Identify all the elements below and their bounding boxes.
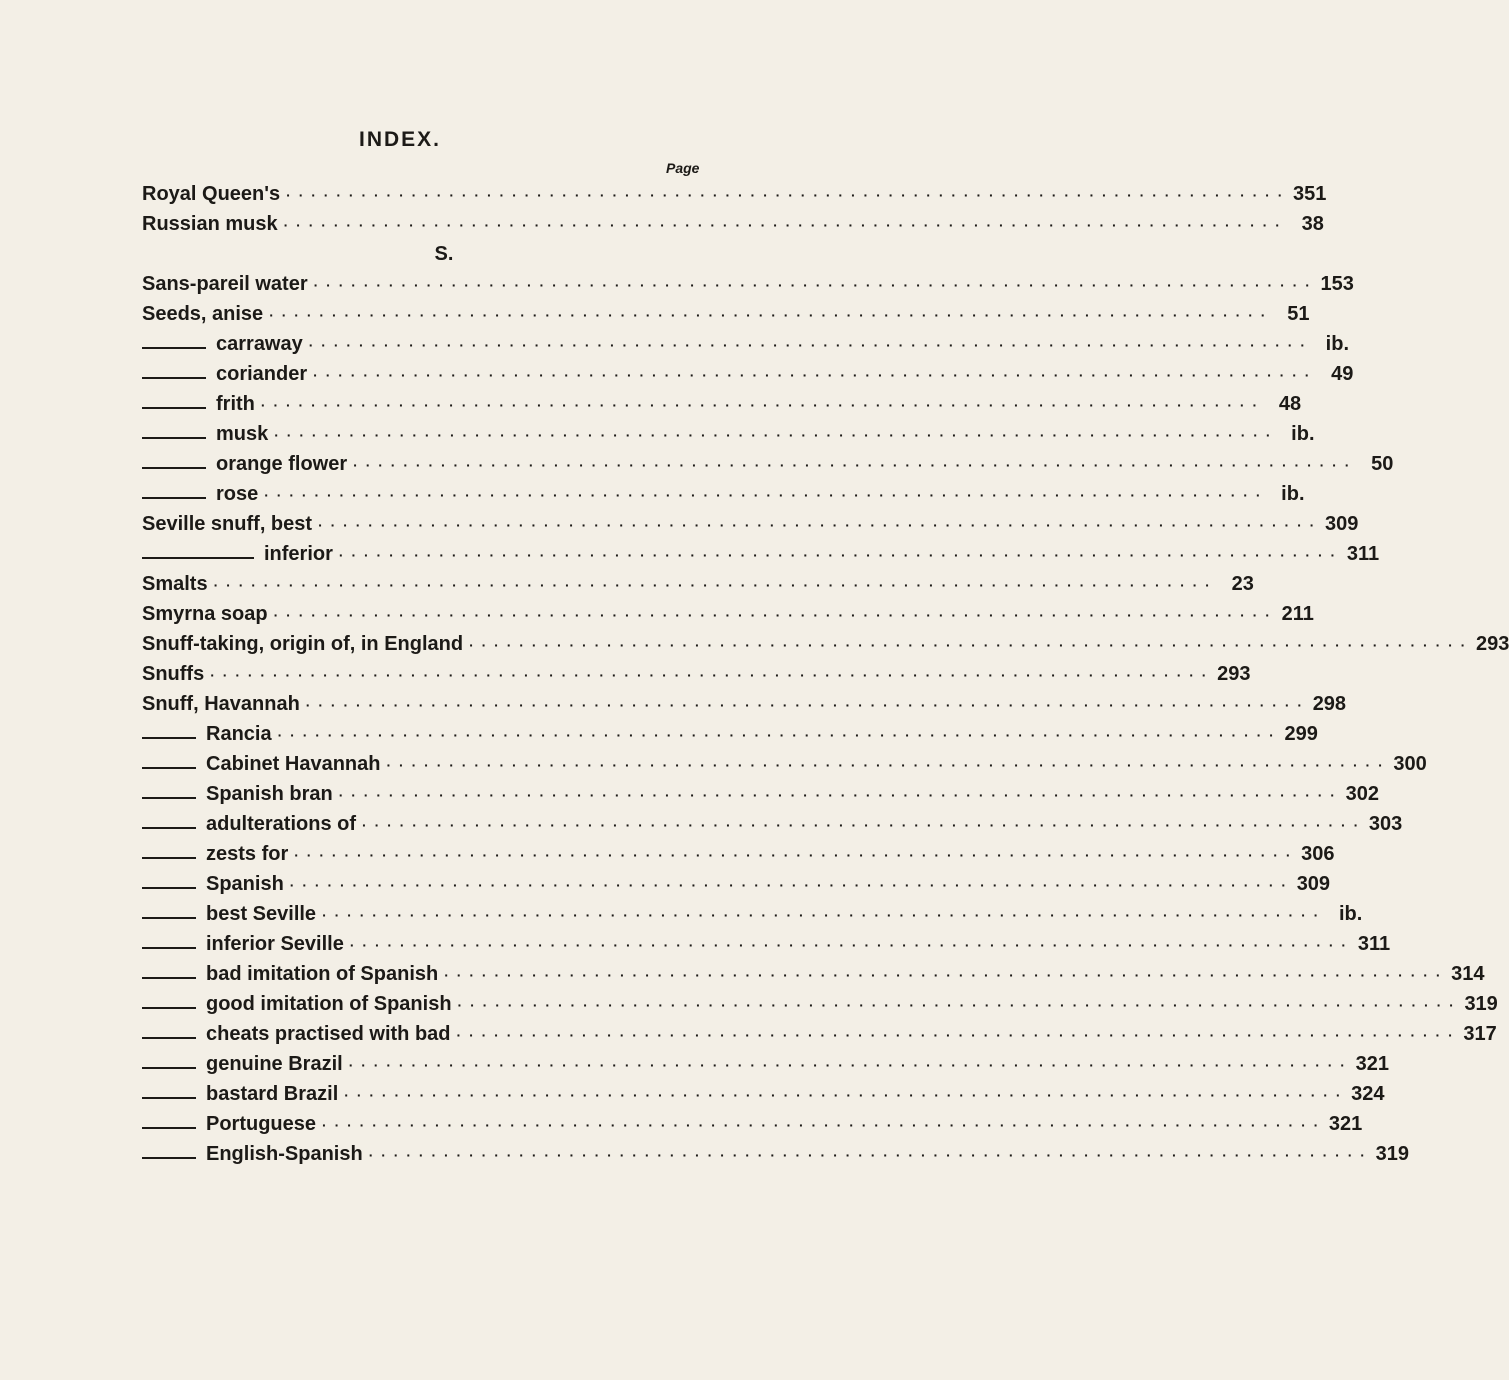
index-entry-label: bad imitation of Spanish [206, 963, 439, 985]
dot-leader: · · · · · · · · · · · · · · · · · · · · · · · · · · · · · · · · · · · · · · · · · · · · · · · · · · · · · · · · · · · · · · · · · · · · · · · · · · · · · · · · [318, 517, 1317, 533]
index-entry-page: 300 [1393, 753, 1427, 775]
index-entry-label: Seville snuff, best [142, 513, 313, 535]
index-entry-label: zests for [206, 843, 289, 865]
index-entry [142, 596, 1314, 626]
index-entry [142, 866, 1331, 896]
ditto-dash [142, 857, 196, 859]
index-entry [142, 956, 1485, 986]
dot-leader: · · · · · · · · · · · · · · · · · · · · · · · · · · · · · · · · · · · · · · · · · · · · · · · · · · · · · · · · · · · · · · · · · · · · · · · · · · · · · · · · [348, 1057, 1347, 1073]
ditto-dash [142, 887, 196, 889]
index-entry-page: 298 [1312, 693, 1347, 715]
dot-leader: · · · · · · · · · · · · · · · · · · · · · · · · · · · · · · · · · · · · · · · · · · · · · · · · · · · · · · · · · · · · · · · · · · · · · · · · · · · · · · · · [283, 217, 1282, 233]
dot-leader: · · · · · · · · · · · · · · · · · · · · · · · · · · · · · · · · · · · · · · · · · · · · · · · · · · · · · · · · · · · · · · · · · · · · · · · · · · · · · · · · [264, 487, 1263, 503]
index-entry-label: genuine Brazil [206, 1053, 343, 1075]
index-entry [142, 536, 1380, 566]
dot-leader: · · · · · · · · · · · · · · · · · · · · · · · · · · · · · · · · · · · · · · · · · · · · · · · · · · · · · · · · · · · · · · · · · · · · · · · · · · · · · · · · [308, 337, 1308, 353]
index-entry-label: musk [216, 423, 269, 445]
index-entry [142, 1136, 1409, 1166]
index-entry-label: orange flower [216, 453, 348, 475]
dot-leader: · · · · · · · · · · · · · · · · · · · · · · · · · · · · · · · · · · · · · · · · · · · · · · · · · · · · · · · · · · · · · · · · · · · · · · · · · · · · · · · · [338, 787, 1337, 803]
page-heading: INDEX. [358, 128, 441, 151]
index-entry-page: 309 [1324, 513, 1359, 535]
dot-leader: · · · · · · · · · · · · · · · · · · · · · · · · · · · · · · · · · · · · · · · · · · · · · · · · · · · · · · · · · · · · · · · · · · · · · · · · · · · · · · · · [273, 607, 1272, 623]
index-list [142, 176, 1509, 1166]
index-entry [142, 836, 1335, 866]
index-entry-page: 51 [1287, 303, 1310, 325]
index-entry [142, 446, 1394, 476]
index-entry [142, 656, 1251, 686]
index-entry-page: 321 [1328, 1113, 1363, 1135]
index-entry-label: Smalts [142, 573, 208, 595]
index-entry-label: inferior Seville [206, 933, 344, 955]
index-entry [142, 776, 1379, 806]
dot-leader: · · · · · · · · · · · · · · · · · · · · · · · · · · · · · · · · · · · · · · · · · · · · · · · · · · · · · · · · · · · · · · · · · · · · · · · · · · · · · · · · [305, 697, 1305, 713]
dot-leader: · · · · · · · · · · · · · · · · · · · · · · · · · · · · · · · · · · · · · · · · · · · · · · · · · · · · · · · · · · · · · · · · · · · · · · · · · · · · · · · · [353, 457, 1352, 473]
ditto-dash [142, 437, 206, 439]
index-entry-label: Spanish [206, 873, 284, 895]
ditto-dash [142, 737, 196, 739]
index-entry-label: Snuffs [142, 663, 205, 685]
dot-leader: · · · · · · · · · · · · · · · · · · · · · · · · · · · · · · · · · · · · · · · · · · · · · · · · · · · · · · · · · · · · · · · · · · · · · · · · · · · · · · · · [286, 187, 1285, 203]
index-entry [142, 1046, 1389, 1076]
section-letter-label: S. [434, 243, 454, 265]
index-entry [142, 386, 1302, 416]
ditto-dash [142, 1127, 196, 1129]
index-entry [142, 296, 1310, 326]
dot-leader: · · · · · · · · · · · · · · · · · · · · · · · · · · · · · · · · · · · · · · · · · · · · · · · · · · · · · · · · · · · · · · · · · · · · · · · · · · · · · · · · [294, 847, 1293, 863]
index-entry [142, 1106, 1363, 1136]
index-entry-label: rose [216, 483, 259, 505]
index-entry-label: coriander [216, 363, 308, 385]
index-entry [142, 626, 1509, 656]
ditto-dash [142, 377, 206, 379]
dot-leader: · · · · · · · · · · · · · · · · · · · · · · · · · · · · · · · · · · · · · · · · · · · · · · · · · · · · · · · · · · · · · · · · · · · · · · · · · · · · · · · · [362, 817, 1361, 833]
dot-leader: · · · · · · · · · · · · · · · · · · · · · · · · · · · · · · · · · · · · · · · · · · · · · · · · · · · · · · · · · · · · · · · · · · · · · · · · · · · · · · · · [469, 637, 1468, 653]
index-entry-label: Portuguese [206, 1113, 317, 1135]
index-entry [142, 926, 1391, 956]
index-entry-label: carraway [216, 333, 303, 355]
dot-leader: · · · · · · · · · · · · · · · · · · · · · · · · · · · · · · · · · · · · · · · · · · · · · · · · · · · · · · · · · · · · · · · · · · · · · · · · · · · · · · · · [456, 1027, 1455, 1043]
index-entry [142, 806, 1403, 836]
ditto-dash [142, 407, 206, 409]
index-entry-page: 311 [1346, 543, 1380, 565]
index-entry [142, 896, 1363, 926]
index-entry-label: Snuff, Havannah [142, 693, 300, 715]
index-entry [142, 1076, 1385, 1106]
index-entry [142, 416, 1315, 446]
index-entry-label: Smyrna soap [142, 603, 268, 625]
index-entry-page: 23 [1231, 573, 1254, 595]
index-entry-page: 324 [1351, 1083, 1385, 1105]
index-entry-page: 309 [1296, 873, 1331, 895]
index-entry [142, 176, 1327, 206]
index-entry [142, 1016, 1497, 1046]
ditto-dash [142, 947, 196, 949]
dot-leader: · · · · · · · · · · · · · · · · · · · · · · · · · · · · · · · · · · · · · · · · · · · · · · · · · · · · · · · · · · · · · · · · · · · · · · · · · · · · · · · · [269, 307, 1268, 323]
ditto-dash [142, 1157, 196, 1159]
index-entry-page: 153 [1320, 273, 1354, 295]
index-entry [142, 566, 1254, 596]
index-entry-page: 317 [1463, 1023, 1497, 1045]
dot-leader: · · · · · · · · · · · · · · · · · · · · · · · · · · · · · · · · · · · · · · · · · · · · · · · · · · · · · · · · · · · · · · · · · · · · · · · · · · · · · · · · [338, 547, 1338, 563]
index-entry-page: 319 [1375, 1143, 1409, 1165]
index-entry-page: 293 [1217, 663, 1251, 685]
index-entry-label: Seeds, anise [142, 303, 264, 325]
index-entry-page: ib. [1338, 903, 1363, 925]
index-entry-page: 302 [1345, 783, 1379, 805]
index-entry-label: adulterations of [206, 813, 357, 835]
index-entry-label: cheats practised with bad [206, 1023, 451, 1045]
index-entry-page: 50 [1371, 453, 1394, 475]
index-entry-page: 306 [1301, 843, 1335, 865]
index-entry-page: 299 [1284, 723, 1318, 745]
dot-leader: · · · · · · · · · · · · · · · · · · · · · · · · · · · · · · · · · · · · · · · · · · · · · · · · · · · · · · · · · · · · · · · · · · · · · · · · · · · · · · · · [260, 397, 1260, 413]
dot-leader: · · · · · · · · · · · · · · · · · · · · · · · · · · · · · · · · · · · · · · · · · · · · · · · · · · · · · · · · · · · · · · · · · · · · · · · · · · · · · · · · [313, 277, 1312, 293]
ditto-dash [142, 557, 254, 559]
index-entry-page: 211 [1281, 603, 1314, 625]
ditto-dash [142, 467, 206, 469]
index-entry-page: 48 [1278, 393, 1302, 415]
index-entry-page: 311 [1357, 933, 1391, 955]
dot-leader: · · · · · · · · · · · · · · · · · · · · · · · · · · · · · · · · · · · · · · · · · · · · · · · · · · · · · · · · · · · · · · · · · · · · · · · · · · · · · · · · [368, 1147, 1367, 1163]
index-entry-page: ib. [1325, 333, 1350, 355]
index-entry-label: good imitation of Spanish [206, 993, 452, 1015]
index-entry-page: 49 [1331, 363, 1354, 385]
index-entry-page: 351 [1293, 183, 1327, 205]
dot-leader: · · · · · · · · · · · · · · · · · · · · · · · · · · · · · · · · · · · · · · · · · · · · · · · · · · · · · · · · · · · · · · · · · · · · · · · · · · · · · · · · [444, 967, 1443, 983]
ditto-dash [142, 797, 196, 799]
index-entry-label: Spanish bran [206, 783, 333, 805]
page-column-label: Page [666, 160, 700, 176]
dot-leader: · · · · · · · · · · · · · · · · · · · · · · · · · · · · · · · · · · · · · · · · · · · · · · · · · · · · · · · · · · · · · · · · · · · · · · · · · · · · · · · · [457, 997, 1456, 1013]
dot-leader: · · · · · · · · · · · · · · · · · · · · · · · · · · · · · · · · · · · · · · · · · · · · · · · · · · · · · · · · · · · · · · · · · · · · · · · · · · · · · · · · [322, 907, 1321, 923]
ditto-dash [142, 767, 196, 769]
ditto-dash [142, 827, 196, 829]
index-entry-label: Cabinet Havannah [206, 753, 381, 775]
index-entry [142, 266, 1354, 296]
section-letter [142, 236, 746, 266]
index-entry-label: inferior [264, 543, 333, 565]
index-entry-label: Snuff-taking, origin of, in England [142, 633, 464, 655]
ditto-dash [142, 977, 196, 979]
index-entry [142, 986, 1498, 1016]
dot-leader: · · · · · · · · · · · · · · · · · · · · · · · · · · · · · · · · · · · · · · · · · · · · · · · · · · · · · · · · · · · · · · · · · · · · · · · · · · · · · · · · [289, 877, 1289, 893]
index-entry-label: bastard Brazil [206, 1083, 339, 1105]
index-entry-page: ib. [1291, 423, 1315, 445]
dot-leader: · · · · · · · · · · · · · · · · · · · · · · · · · · · · · · · · · · · · · · · · · · · · · · · · · · · · · · · · · · · · · · · · · · · · · · · · · · · · · · · · [210, 667, 1209, 683]
index-entry-page: 314 [1451, 963, 1485, 985]
index-entry-page: 293 [1475, 633, 1509, 655]
index-entry-page: 303 [1368, 813, 1403, 835]
ditto-dash [142, 497, 206, 499]
index-entry-label: Royal Queen's [142, 183, 281, 205]
index-entry [142, 206, 1324, 236]
index-entry [142, 476, 1305, 506]
ditto-dash [142, 917, 196, 919]
index-entry [142, 686, 1347, 716]
ditto-dash [142, 1067, 196, 1069]
index-entry [142, 506, 1359, 536]
ditto-dash [142, 347, 206, 349]
dot-leader: · · · · · · · · · · · · · · · · · · · · · · · · · · · · · · · · · · · · · · · · · · · · · · · · · · · · · · · · · · · · · · · · · · · · · · · · · · · · · · · · [322, 1117, 1321, 1133]
ditto-dash [142, 1097, 196, 1099]
ditto-dash [142, 1037, 196, 1039]
index-entry-label: frith [216, 393, 255, 415]
ditto-dash [142, 1007, 196, 1009]
index-entry-label: Rancia [206, 723, 272, 745]
index-entry [142, 356, 1354, 386]
dot-leader: · · · · · · · · · · · · · · · · · · · · · · · · · · · · · · · · · · · · · · · · · · · · · · · · · · · · · · · · · · · · · · · · · · · · · · · · · · · · · · · · [274, 427, 1273, 443]
dot-leader: · · · · · · · · · · · · · · · · · · · · · · · · · · · · · · · · · · · · · · · · · · · · · · · · · · · · · · · · · · · · · · · · · · · · · · · · · · · · · · · · [213, 577, 1212, 593]
index-entry-page: 38 [1301, 213, 1324, 235]
index-entry-label: English-Spanish [206, 1143, 363, 1165]
index-entry-page: 319 [1464, 993, 1498, 1015]
index-entry-label: best Seville [206, 903, 317, 925]
dot-leader: · · · · · · · · · · · · · · · · · · · · · · · · · · · · · · · · · · · · · · · · · · · · · · · · · · · · · · · · · · · · · · · · · · · · · · · · · · · · · · · · [349, 937, 1349, 953]
index-entry [142, 326, 1350, 356]
dot-leader: · · · · · · · · · · · · · · · · · · · · · · · · · · · · · · · · · · · · · · · · · · · · · · · · · · · · · · · · · · · · · · · · · · · · · · · · · · · · · · · · [344, 1087, 1343, 1103]
index-entry [142, 716, 1318, 746]
index-entry [142, 746, 1427, 776]
dot-leader: · · · · · · · · · · · · · · · · · · · · · · · · · · · · · · · · · · · · · · · · · · · · · · · · · · · · · · · · · · · · · · · · · · · · · · · · · · · · · · · · [313, 367, 1312, 383]
index-entry-page: ib. [1281, 483, 1305, 505]
index-entry-label: Russian musk [142, 213, 278, 235]
dot-leader: · · · · · · · · · · · · · · · · · · · · · · · · · · · · · · · · · · · · · · · · · · · · · · · · · · · · · · · · · · · · · · · · · · · · · · · · · · · · · · · · [277, 727, 1276, 743]
index-entry-page: 321 [1355, 1053, 1389, 1075]
index-entry-label: Sans-pareil water [142, 273, 308, 295]
dot-leader: · · · · · · · · · · · · · · · · · · · · · · · · · · · · · · · · · · · · · · · · · · · · · · · · · · · · · · · · · · · · · · · · · · · · · · · · · · · · · · · · [386, 757, 1385, 773]
